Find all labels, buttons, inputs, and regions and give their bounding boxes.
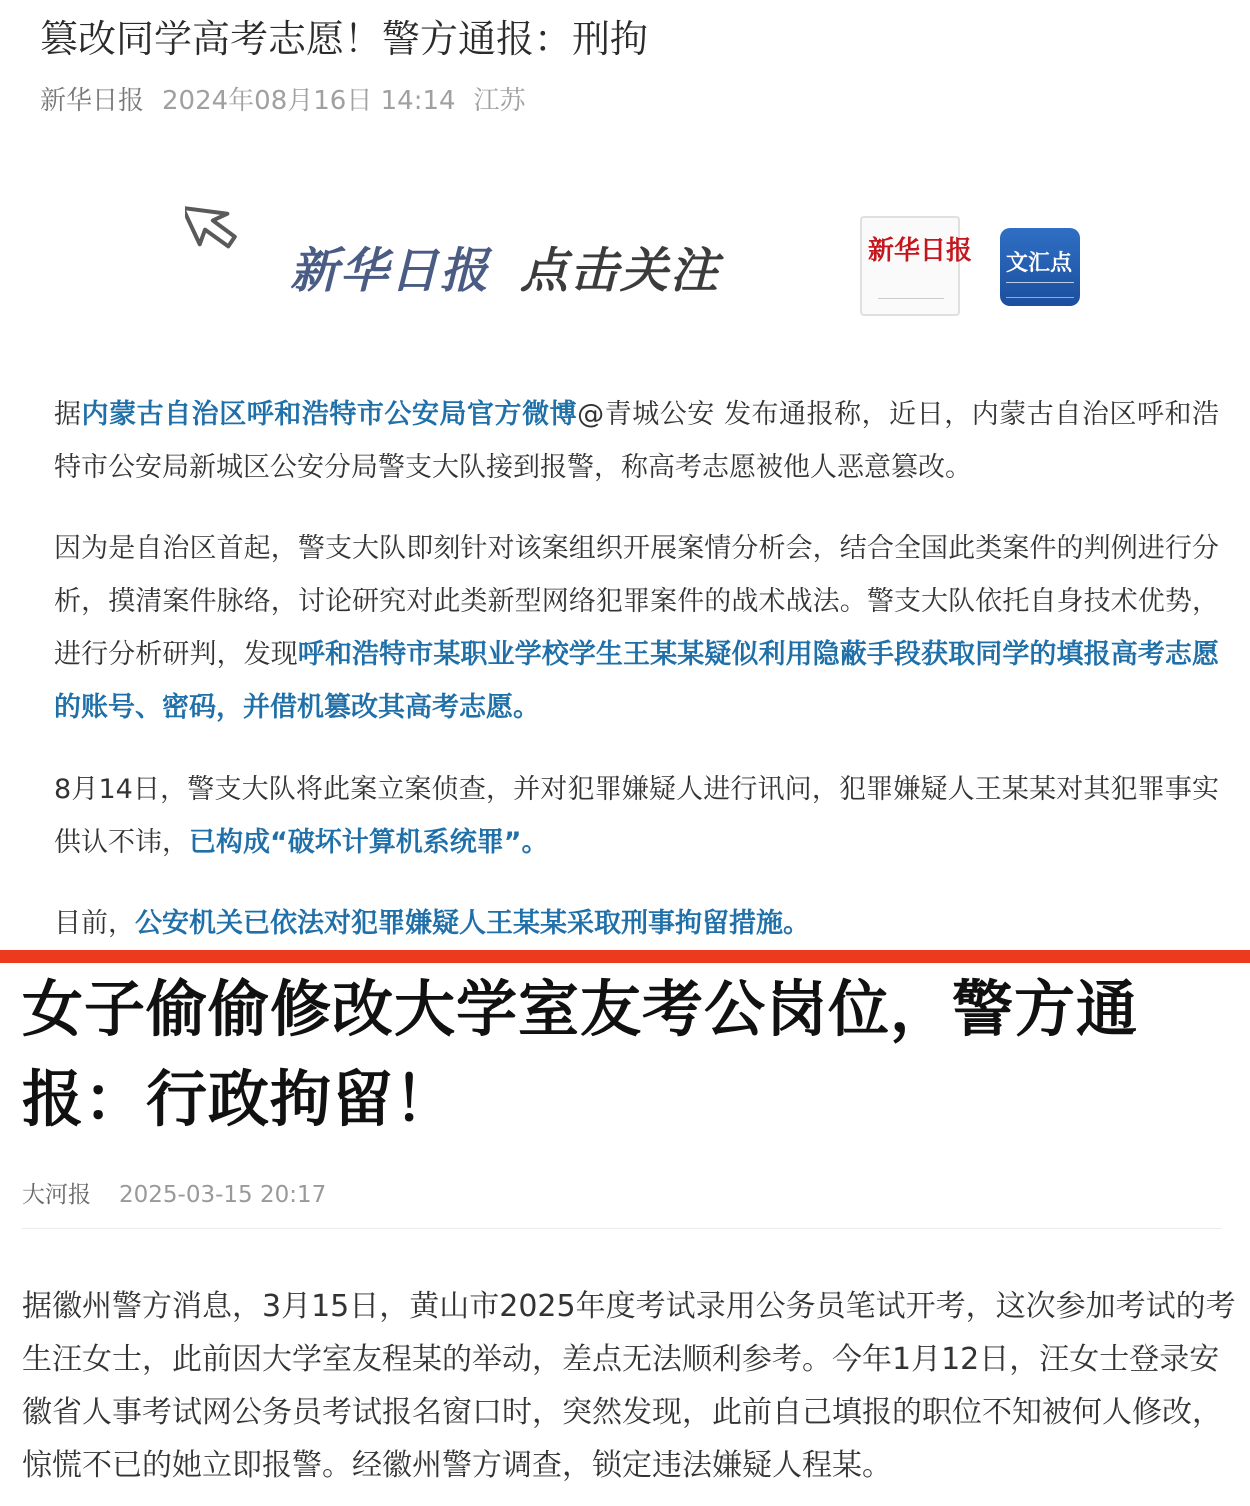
follow-text: 点击关注 [520, 243, 721, 299]
wenhuidian-logo-wave [1006, 282, 1074, 298]
xinhua-logo-underline [878, 290, 944, 299]
article2-meta [22, 1176, 326, 1209]
paragraph-highlight: 内蒙古自治区呼和浩特市公安局官方微博 [81, 399, 578, 430]
xinhua-daily-logo[interactable] [860, 216, 973, 316]
article1-datetime: 2024年08月16日 14:14 [162, 86, 456, 116]
brand-text: 新华日报 [290, 243, 491, 299]
paragraph-text: 因为是自治区首起，警支大队即刻针对该案组织开展案情分析会，结合全国此类案件的判例进行分析，摸清案件脉络，讨论研究对此类新型网络犯罪案件的战术战法。警支大队依托自身技术优势，进行分析研判，发现 [54, 533, 1219, 670]
article2-title: 女子偷偷修改大学室友考公岗位，警方通报：行政拘留！ [22, 974, 1139, 1135]
article1-paragraph-1 [54, 388, 1219, 494]
meta-divider [22, 1228, 1222, 1229]
article1-location: 江苏 [473, 86, 526, 116]
wenhuidian-logo[interactable] [1000, 228, 1080, 306]
article2-source[interactable]: 大河报 [22, 1182, 91, 1208]
paragraph-text: 据 [54, 399, 82, 430]
paragraph-text: @青城公安 发布通报称，近日，内蒙古自治区呼和浩特市公安局新城区公安分局警支大队接到报警，称高考志愿被他人恶意篡改。 [54, 399, 1220, 483]
wenhuidian-logo-text: 文汇点 [1006, 251, 1073, 276]
paragraph-text: 8月14日，警支大队将此案立案侦查，并对犯罪嫌疑人进行讯问，犯罪嫌疑人王某某对其犯罪事实供认不讳， [54, 774, 1219, 858]
paragraph-highlight: 公安机关已依法对犯罪嫌疑人王某某采取刑事拘留措施。 [135, 908, 810, 939]
article1-paragraph-3 [54, 763, 1219, 869]
paragraph-highlight: 已构成“破坏计算机系统罪”。 [189, 827, 549, 858]
paragraph-text: 目前， [54, 908, 135, 939]
paragraph-highlight: 呼和浩特市某职业学校学生王某某疑似利用隐蔽手段获取同学的填报高考志愿的账号、密码，并借机篡改其高考志愿。 [54, 639, 1220, 723]
follow-banner-text[interactable] [290, 232, 720, 301]
xinhua-logo-text: 新华日报 [868, 236, 973, 266]
article1-title: 篡改同学高考志愿！警方通报：刑拘 [40, 17, 649, 61]
article1-paragraph-2 [54, 522, 1219, 734]
article1-source[interactable]: 新华日报 [40, 86, 145, 116]
red-divider [0, 950, 1250, 963]
article2-body: 据徽州警方消息，3月15日，黄山市2025年度考试录用公务员笔试开考，这次参加考试的考生汪女士，此前因大学室友程某的举动，差点无法顺利参考。今年1月12日，汪女士登录安徽省人事考试网公务员考试报名窗口时，突然发现，此前自己填报的职位不知被何人修改，惊慌不已的她立即报警。经徽州警方调查，锁定违法嫌疑人程某。 [22, 1289, 1236, 1483]
article2-datetime: 2025-03-15 20:17 [119, 1182, 327, 1208]
article1-paragraph-4 [54, 897, 1219, 950]
article1-meta [40, 80, 526, 117]
cursor-arrow-icon [185, 190, 255, 265]
